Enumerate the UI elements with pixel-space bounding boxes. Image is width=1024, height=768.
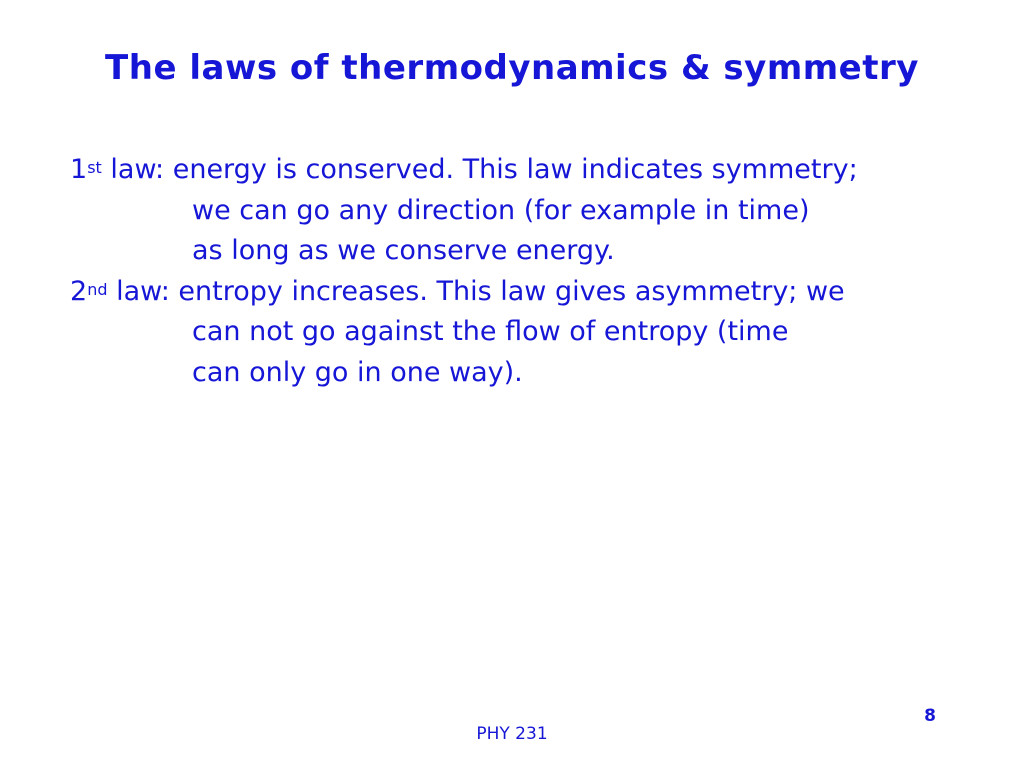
law-1-ordinal-suffix: st xyxy=(87,158,102,177)
law-1-first-line xyxy=(70,150,1000,191)
page-number: 8 xyxy=(924,706,936,726)
law-2-first-line xyxy=(70,272,1000,313)
slide-title: The laws of thermodynamics & symmetry xyxy=(105,48,919,88)
law-2 xyxy=(70,272,1000,394)
law-1-number: 1 xyxy=(70,154,88,185)
law-1 xyxy=(70,150,1000,272)
law-1-statement: law: energy is conserved. This law indicates symmetry; xyxy=(110,154,858,185)
law-1-continuation-2: as long as we conserve energy. xyxy=(192,235,615,266)
slide-body xyxy=(70,150,1000,393)
law-2-continuation-1: can not go against the flow of entropy (time xyxy=(192,316,789,347)
law-2-number: 2 xyxy=(70,275,88,307)
footer-course-code: PHY 231 xyxy=(476,724,548,744)
law-2-continuation-2: can only go in one way). xyxy=(192,356,523,388)
law-2-statement: law: entropy increases. This law gives asymmetry; we xyxy=(116,275,845,307)
law-2-ordinal-suffix: nd xyxy=(87,279,108,299)
law-1-continuation-1: we can go any direction (for example in time) xyxy=(192,194,810,226)
